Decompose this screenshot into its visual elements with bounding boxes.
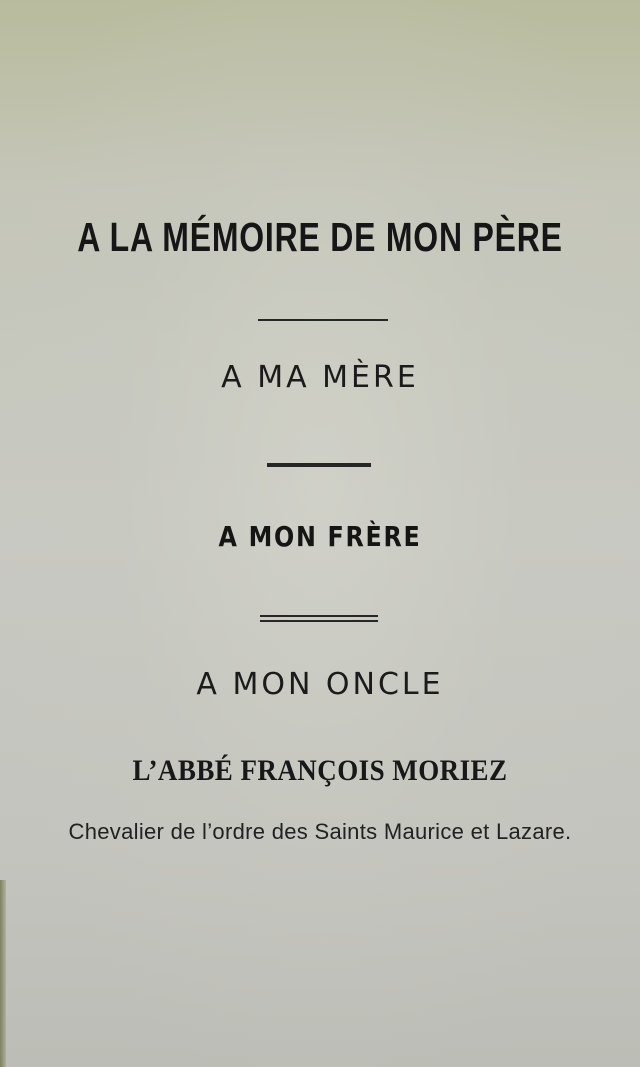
divider-rule-thick [267, 463, 371, 467]
page-edge-shadow [0, 880, 6, 1067]
divider-rule-double-top [260, 615, 378, 617]
dedication-mother: A MA MÈRE [221, 360, 419, 395]
divider-rule [258, 319, 388, 321]
dedication-father: A LA MÉMOIRE DE MON PÈRE [77, 214, 563, 260]
dedication-uncle: A MON ONCLE [196, 667, 444, 702]
divider-rule-double-bottom [260, 620, 378, 622]
dedication-brother: A MON FRÈRE [218, 520, 422, 553]
uncle-name: L’ABBÉ FRANÇOIS MORIEZ [132, 754, 508, 787]
uncle-honorific: Chevalier de l’ordre des Saints Maurice et Lazare. [68, 819, 572, 844]
